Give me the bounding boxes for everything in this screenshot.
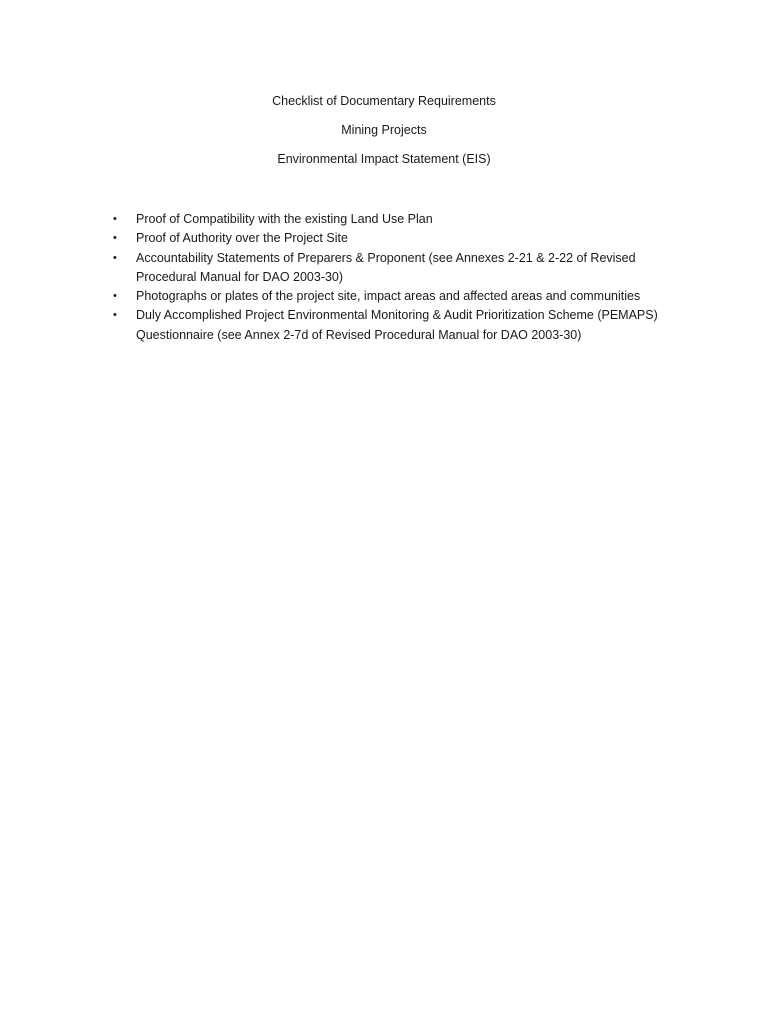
requirement-text: Accountability Statements of Preparers & Proponent (see Annexes 2-21 & 2-22 of Revised Procedural Manual for DAO 2003-30) <box>136 250 636 284</box>
requirement-text: Proof of Authority over the Project Site <box>136 231 348 246</box>
list-item <box>0 287 768 306</box>
bullet-icon: • <box>113 251 117 264</box>
bullet-icon: • <box>113 290 117 303</box>
requirement-text: Duly Accomplished Project Environmental Monitoring & Audit Prioritization Scheme (PEMAPS) Questionnaire (see Annex 2-7d of Revised Procedural Manual for DAO 2003-30) <box>136 308 658 342</box>
requirements-list <box>0 210 768 345</box>
list-item <box>0 229 768 248</box>
bullet-icon: • <box>113 232 117 245</box>
bullet-icon: • <box>113 309 117 322</box>
document-title: Checklist of Documentary Requirements <box>272 94 496 108</box>
document-category: Mining Projects <box>341 123 427 137</box>
requirement-text: Proof of Compatibility with the existing Land Use Plan <box>136 212 433 226</box>
requirement-text: Photographs or plates of the project site, impact areas and affected areas and communities <box>136 289 641 304</box>
document-subtitle: Environmental Impact Statement (EIS) <box>277 152 491 166</box>
list-item <box>0 210 768 229</box>
list-item <box>0 306 768 345</box>
list-item <box>0 249 768 288</box>
bullet-icon: • <box>113 213 117 225</box>
